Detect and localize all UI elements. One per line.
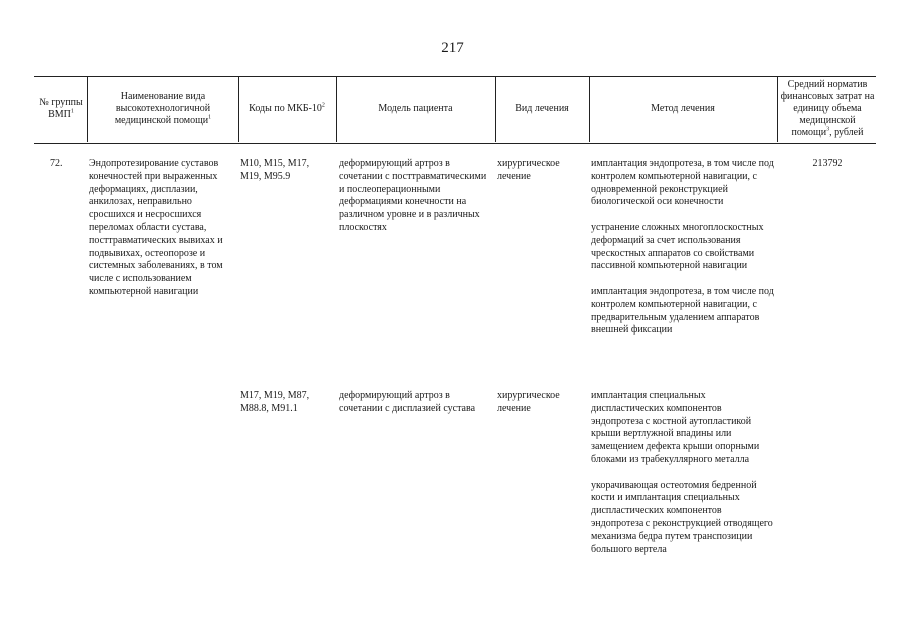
header-care-type: Наименование вида высокотехнологичной медицинской помощи$^1$ bbox=[114, 91, 212, 126]
column-divider bbox=[589, 76, 590, 142]
column-divider bbox=[238, 76, 239, 142]
column-divider bbox=[336, 76, 337, 142]
header-icd-codes: Коды по МКБ-$10^2$ bbox=[249, 102, 325, 114]
icd-codes: M10, M15, M17, M19, M95.9 bbox=[240, 158, 310, 182]
treatment-methods bbox=[591, 158, 775, 337]
cost-value: 213792 bbox=[812, 158, 843, 169]
page-number: 217 bbox=[441, 40, 464, 56]
treatment-method: укорачивающая остеотомия бедренной кости и имплантация специальных диспластических компонентов эндопротеза с реконструкцией отводящего механизма бедра путем транспозиции большого вертела bbox=[591, 479, 773, 555]
patient-model: деформирующий артроз в сочетании с дисплазией сустава bbox=[339, 390, 476, 414]
header-cost-norm: Средний норматив финансовых затрат на единицу объема медицинской помощи$^3$, рублей bbox=[780, 79, 875, 138]
treatment-methods bbox=[591, 390, 775, 556]
column-divider bbox=[87, 76, 88, 142]
care-type-name: Эндопротезирование суставов конечностей при выраженных деформациях, дисплазии, анкилозах, неправильно сросшихся и несросшихся переломах области сустава, посттравматических вывихах и подвывихах, остеопорозе и системных заболеваниях, в том числе с использованием компьютерной навигации bbox=[89, 158, 223, 297]
column-divider bbox=[777, 76, 778, 142]
patient-model: деформирующий артроз в сочетании с посттравматическими и послеоперационными деформациями конечности на различном уровне и в различных плоскостях bbox=[339, 158, 487, 233]
treatment-type: хирургическое лечение bbox=[497, 390, 560, 414]
header-treatment-method: Метод лечения bbox=[651, 103, 715, 114]
header-group-number: № группы ВМП$^1$ bbox=[39, 97, 83, 120]
group-number: 72. bbox=[50, 158, 63, 169]
column-divider bbox=[495, 76, 496, 142]
treatment-method: имплантация эндопротеза, в том числе под контролем компьютерной навигации, с одновременной реконструкцией биологической оси конечности bbox=[591, 158, 774, 208]
treatment-method: устранение сложных многоплоскостных деформаций за счет использования чрескостных аппаратов со свойствами пассивной компьютерной навигации bbox=[591, 221, 764, 272]
icd-codes: M17, M19, M87, M88.8, M91.1 bbox=[240, 390, 310, 414]
treatment-method: имплантация специальных диспластических компонентов эндопротеза с костной аутопластикой крыши вертлужной впадины или замещением дефекта крыши опорными блоками из трабекуллярного металла bbox=[591, 390, 760, 465]
treatment-type: хирургическое лечение bbox=[497, 158, 560, 182]
treatment-method: имплантация эндопротеза, в том числе под контролем компьютерной навигации, с предварительным удалением аппаратов внешней фиксации bbox=[591, 285, 774, 336]
header-treatment-type: Вид лечения bbox=[515, 103, 569, 114]
header-patient-model: Модель пациента bbox=[378, 103, 453, 114]
